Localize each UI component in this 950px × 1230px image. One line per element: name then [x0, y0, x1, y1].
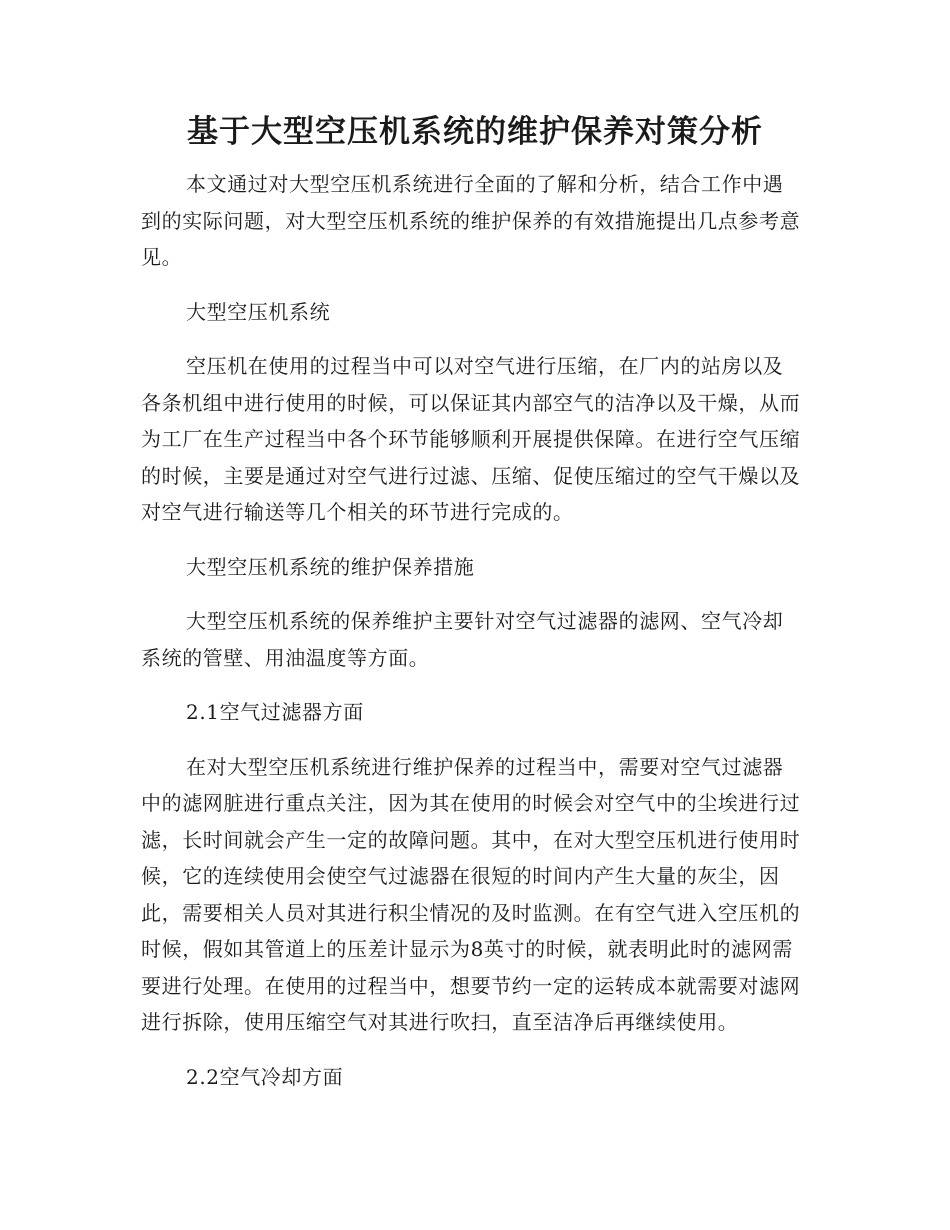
section-heading-system: 大型空压机系统 — [186, 299, 331, 324]
document-body — [141, 166, 801, 1095]
air-filter-paragraph: 在对大型空压机系统进行维护保养的过程当中，需要对空气过滤器中的滤网脏进行重点关注，因为其在使用的时候会对空气中的尘埃进行过滤，长时间就会产生一定的故障问题。其中，在对大型空压机进行使用时候，它的连续使用会使空气过滤器在很短的时间内产生大量的灰尘，因此，需要相关人员对其进行积尘情况的及时监测。在有空气进入空压机的时候，假如其管道上的压差计显示为8英寸的时候，就表明此时的滤网需要进行处理。在使用的过程当中，想要节约一定的运转成本就需要对滤网进行拆除，使用压缩空气对其进行吹扫，直至洁净后再继续使用。 — [141, 754, 801, 1034]
section-heading-maintenance: 大型空压机系统的维护保养措施 — [186, 554, 475, 579]
subsection-heading-air-cooling: 2.2空气冷却方面 — [186, 1064, 344, 1089]
document-title: 基于大型空压机系统的维护保养对策分析 — [187, 114, 763, 150]
subsection-heading-air-filter: 2.1空气过滤器方面 — [186, 700, 364, 724]
system-paragraph: 空压机在使用的过程当中可以对空气进行压缩，在厂内的站房以及各条机组中进行使用的时候，可以保证其内部空气的洁净以及干燥，从而为工厂在生产过程当中各个环节能够顺利开展提供保障。在进行空气压缩的时候，主要是通过对空气进行过滤、压缩、促使压缩过的空气干燥以及对空气进行输送等几个相关的环节进行完成的。 — [141, 354, 801, 524]
intro-paragraph: 本文通过对大型空压机系统进行全面的了解和分析，结合工作中遇到的实际问题，对大型空压机系统的维护保养的有效措施提出几点参考意见。 — [141, 172, 801, 269]
maintenance-paragraph: 大型空压机系统的保养维护主要针对空气过滤器的滤网、空气冷却系统的管壁、用油温度等方面。 — [141, 609, 784, 670]
